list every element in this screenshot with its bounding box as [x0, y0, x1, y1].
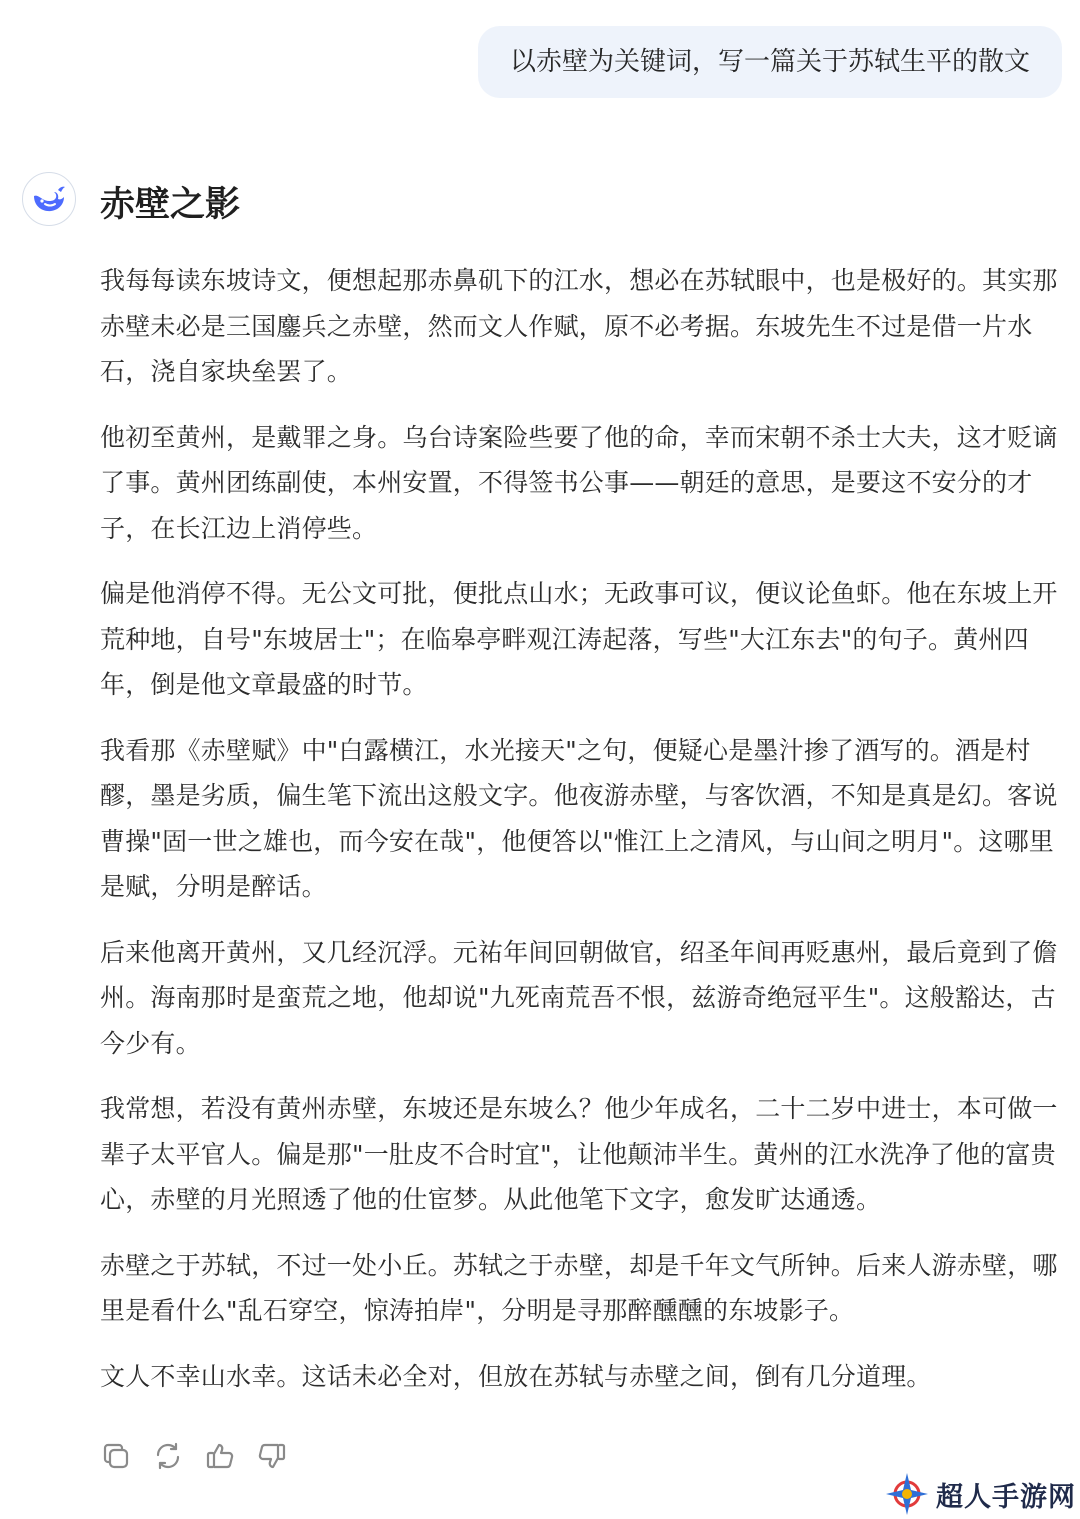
assistant-answer [100, 176, 1062, 1419]
answer-paragraph: 后来他离开黄州，又几经沉浮。元祐年间回朝做官，绍圣年间再贬惠州，最后竟到了儋州。海南那时是蛮荒之地，他却说"九死南荒吾不恨，兹游奇绝冠平生"。这般豁达，古今少有。 [100, 937, 1058, 1058]
watermark-text: 超人手游网 [936, 1481, 1076, 1513]
answer-paragraph: 我看那《赤壁赋》中"白露横江，水光接天"之句，便疑心是墨汁掺了酒写的。酒是村醪，墨是劣质，偏生笔下流出这般文字。他夜游赤壁，与客饮酒，不知是真是幻。客说曹操"固一世之雄也，而今安在哉"，他便答以"惟江上之清风，与山间之明月"。这哪里是赋，分明是醉话。 [100, 735, 1058, 901]
answer-paragraph: 他初至黄州，是戴罪之身。乌台诗案险些要了他的命，幸而宋朝不杀士大夫，这才贬谪了事。黄州团练副使，本州安置，不得签书公事——朝廷的意思，是要这不安分的才子，在长江边上消停些。 [100, 422, 1058, 543]
answer-title: 赤壁之影 [100, 185, 241, 225]
answer-paragraph: 文人不幸山水幸。这话未必全对，但放在苏轼与赤壁之间，倒有几分道理。 [100, 1361, 932, 1391]
thumbs-up-icon [205, 1441, 235, 1471]
thumbs-down-icon [257, 1441, 287, 1471]
user-message-bubble: 以赤壁为关键词，写一篇关于苏轼生平的散文 [478, 26, 1062, 98]
message-actions [100, 1440, 288, 1472]
whale-logo-icon [31, 184, 67, 214]
answer-paragraph: 赤壁之于苏轼，不过一处小丘。苏轼之于赤壁，却是千年文气所钟。后来人游赤壁，哪里是看什么"乱石穿空，惊涛拍岸"，分明是寻那醉醺醺的东坡影子。 [100, 1250, 1058, 1325]
watermark-logo-icon [884, 1471, 930, 1517]
copy-button[interactable] [100, 1440, 132, 1472]
dislike-button[interactable] [256, 1440, 288, 1472]
regenerate-icon [153, 1441, 183, 1471]
watermark [884, 1470, 1076, 1518]
answer-paragraph: 偏是他消停不得。无公文可批，便批点山水；无政事可议，便议论鱼虾。他在东坡上开荒种地，自号"东坡居士"；在临皋亭畔观江涛起落，写些"大江东去"的句子。黄州四年，倒是他文章最盛的时节。 [100, 579, 1058, 699]
answer-paragraph: 我常想，若没有黄州赤壁，东坡还是东坡么？他少年成名，二十二岁中进士，本可做一辈子太平官人。偏是那"一肚皮不合时宜"，让他颠沛半生。黄州的江水洗净了他的富贵心，赤壁的月光照透了他的仕宦梦。从此他笔下文字，愈发旷达通透。 [100, 1094, 1058, 1214]
assistant-avatar [22, 172, 76, 226]
answer-paragraph: 我每每读东坡诗文，便想起那赤鼻矶下的江水，想必在苏轼眼中，也是极好的。其实那赤壁未必是三国鏖兵之赤壁，然而文人作赋，原不必考据。东坡先生不过是借一片水石，浇自家块垒罢了。 [100, 266, 1058, 386]
like-button[interactable] [204, 1440, 236, 1472]
regenerate-button[interactable] [152, 1440, 184, 1472]
copy-icon [101, 1441, 131, 1471]
